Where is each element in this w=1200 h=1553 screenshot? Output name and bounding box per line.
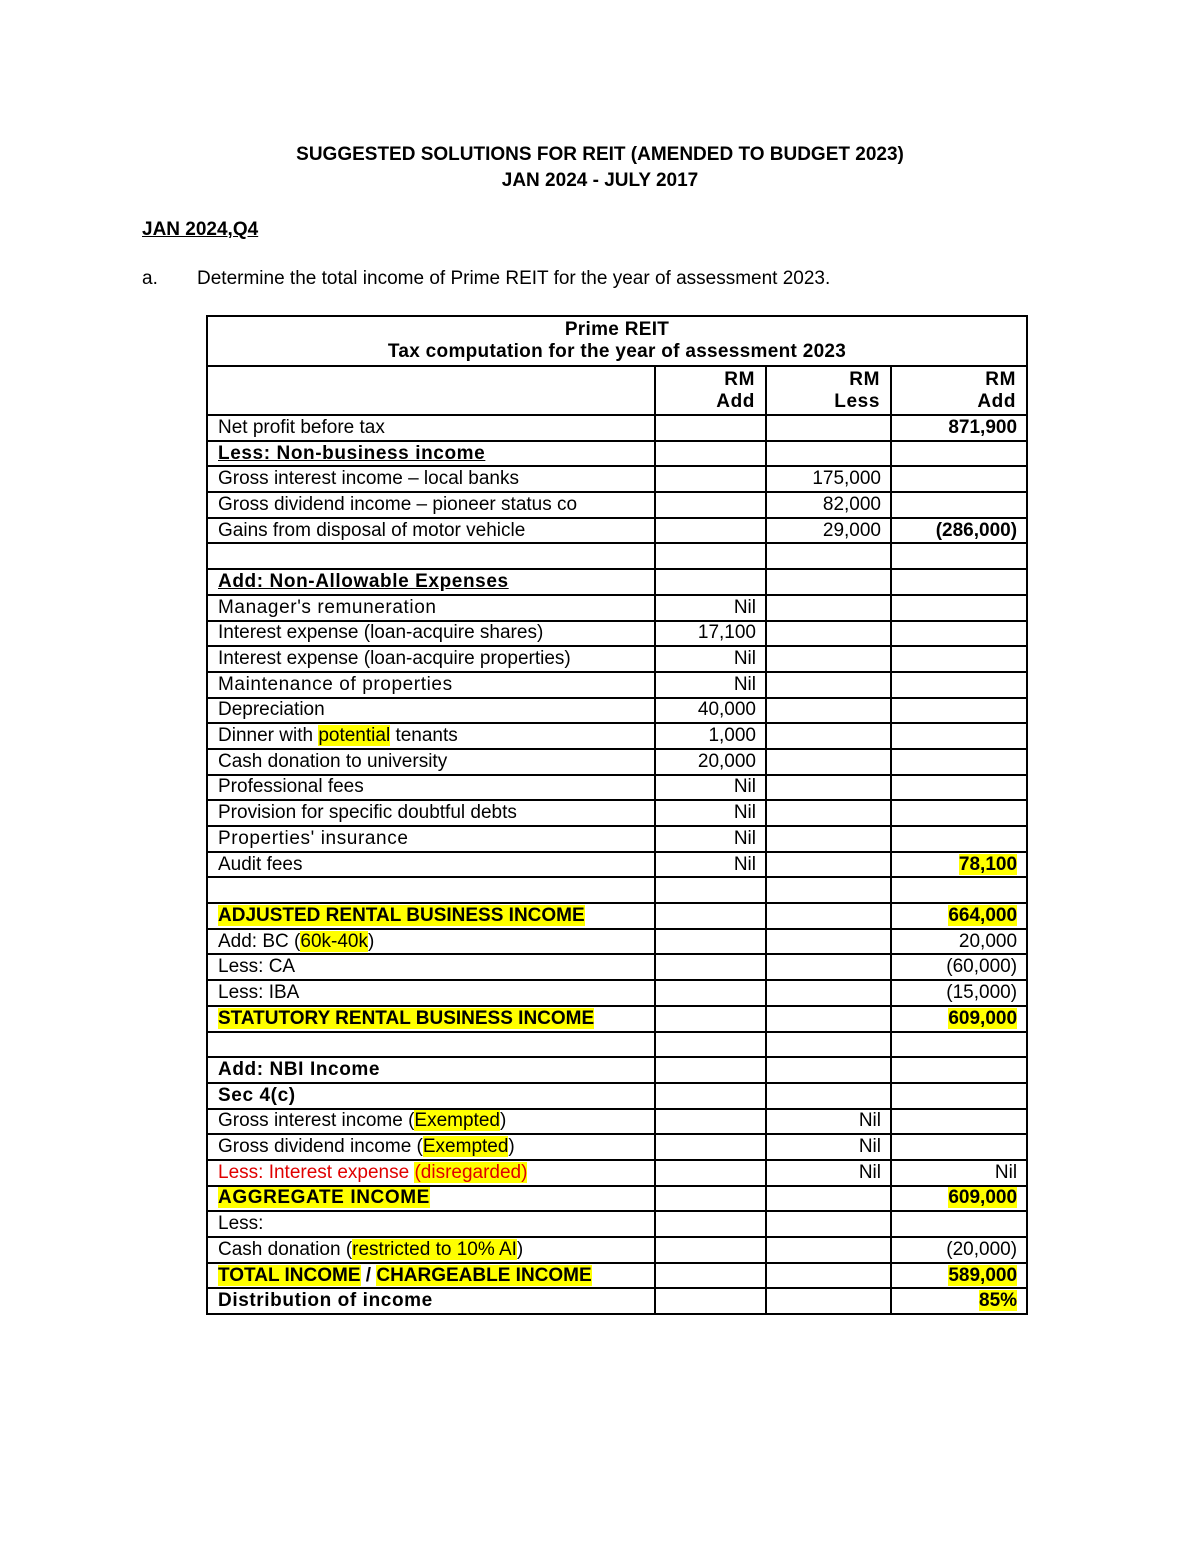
row-value-cell-1 [655, 749, 766, 775]
row-value: (286,000) [935, 519, 1018, 541]
row-label-text-end: ) [367, 930, 375, 952]
row-value-cell-1 [655, 723, 766, 749]
row-value-cell-1 [655, 415, 766, 441]
row-value: Nil [858, 1161, 881, 1183]
row-value-cell-1 [655, 1237, 766, 1263]
row-value-cell-1 [655, 1083, 766, 1109]
row-value-cell-2 [766, 595, 891, 621]
row-value: 40,000 [697, 699, 756, 721]
row-label-cell [207, 1211, 655, 1237]
row-label-text: Manager's remuneration [218, 596, 437, 618]
row-label-cell [207, 852, 655, 878]
row-value-cell-3 [891, 826, 1027, 852]
row-label-text: Add: BC ( [218, 930, 301, 952]
row-value-cell-1 [655, 698, 766, 724]
row-value-cell-3 [891, 1288, 1027, 1314]
row-value-cell-3 [891, 1186, 1027, 1212]
row-label-text: Depreciation [218, 699, 325, 721]
col-header-total: RM Add [891, 366, 1027, 415]
table-row [207, 775, 1027, 801]
row-value-cell-3 [891, 1032, 1027, 1058]
row-label-cell [207, 466, 655, 492]
row-value-cell-1 [655, 800, 766, 826]
row-value: 589,000 [948, 1264, 1018, 1286]
row-label-text: Less: Non-business income [218, 442, 486, 464]
row-label-cell [207, 749, 655, 775]
row-label-cell [207, 1186, 655, 1212]
table-row [207, 980, 1027, 1006]
row-label-cell [207, 441, 655, 467]
row-value-cell-3 [891, 1057, 1027, 1083]
row-value-cell-2 [766, 466, 891, 492]
row-label-text: Dinner with [218, 725, 319, 747]
row-value-cell-2 [766, 800, 891, 826]
row-value: Nil [994, 1161, 1018, 1183]
row-label-text: Less: [218, 1213, 264, 1235]
row-label-cell [207, 1237, 655, 1263]
row-label-cell [207, 698, 655, 724]
row-label-text: ADJUSTED RENTAL BUSINESS INCOME [218, 904, 585, 926]
table-row [207, 1057, 1027, 1083]
row-value-cell-2 [766, 775, 891, 801]
row-label-highlight: restricted to 10% AI [352, 1238, 517, 1260]
row-value: 78,100 [958, 853, 1018, 875]
table-row [207, 800, 1027, 826]
row-value-cell-1 [655, 672, 766, 698]
row-label-text: Properties' insurance [218, 827, 409, 849]
row-label-cell [207, 1288, 655, 1314]
row-label-cell [207, 903, 655, 929]
row-label-text: STATUTORY RENTAL BUSINESS INCOME [218, 1007, 595, 1029]
row-value-cell-3 [891, 569, 1027, 595]
row-value-cell-2 [766, 954, 891, 980]
row-value-cell-2 [766, 1032, 891, 1058]
row-label-text-end: tenants [390, 725, 458, 747]
row-label-text-end: ) [516, 1238, 524, 1260]
row-value-cell-1 [655, 775, 766, 801]
row-value-cell-2 [766, 441, 891, 467]
row-value-cell-2 [766, 1186, 891, 1212]
row-value-cell-3 [891, 621, 1027, 647]
table-row [207, 877, 1027, 903]
table-row [207, 749, 1027, 775]
section-heading: JAN 2024,Q4 [142, 219, 259, 240]
table-row [207, 698, 1027, 724]
row-value-cell-1 [655, 1288, 766, 1314]
table-row [207, 1237, 1027, 1263]
row-label-cell [207, 595, 655, 621]
table-title [207, 316, 1027, 366]
row-value-cell-3 [891, 903, 1027, 929]
row-label-highlight: potential [318, 725, 391, 747]
table-row [207, 1032, 1027, 1058]
row-value-cell-2 [766, 852, 891, 878]
row-value: Nil [858, 1136, 881, 1158]
col-header-less: RM Less [766, 366, 891, 415]
row-value-cell-3 [891, 646, 1027, 672]
table-row [207, 1134, 1027, 1160]
row-value-cell-2 [766, 980, 891, 1006]
table-row [207, 852, 1027, 878]
table-row [207, 569, 1027, 595]
row-value-cell-1 [655, 492, 766, 518]
row-value-cell-2 [766, 1211, 891, 1237]
row-label-text: Gross interest income ( [218, 1110, 415, 1132]
row-value-cell-1 [655, 980, 766, 1006]
row-label-text: Net profit before tax [218, 416, 385, 438]
row-value-cell-1 [655, 543, 766, 569]
row-value-cell-2 [766, 877, 891, 903]
row-value-cell-1 [655, 1109, 766, 1135]
row-value-cell-3 [891, 595, 1027, 621]
row-value-cell-1 [655, 1160, 766, 1186]
row-label-text: Cash donation to university [218, 750, 448, 772]
row-value-cell-3 [891, 518, 1027, 544]
row-value-cell-3 [891, 929, 1027, 955]
row-label-cell [207, 954, 655, 980]
row-value-cell-1 [655, 877, 766, 903]
row-value: 1,000 [708, 725, 756, 747]
row-value: 17,100 [697, 622, 756, 644]
row-label-cell [207, 492, 655, 518]
row-label-text: AGGREGATE INCOME [218, 1187, 430, 1209]
row-label-cell [207, 569, 655, 595]
row-value-cell-1 [655, 1211, 766, 1237]
row-value-cell-3 [891, 672, 1027, 698]
row-value-cell-3 [891, 723, 1027, 749]
row-value: Nil [733, 648, 756, 670]
table-row [207, 415, 1027, 441]
row-value-cell-2 [766, 569, 891, 595]
row-value-cell-1 [655, 1263, 766, 1289]
row-value-cell-2 [766, 1237, 891, 1263]
row-label-text: Add: Non-Allowable Expenses [218, 570, 509, 592]
row-label-highlight: 60k-40k [300, 930, 368, 952]
row-label-text: Less: IBA [218, 981, 300, 1003]
row-value-cell-1 [655, 1186, 766, 1212]
row-value-cell-2 [766, 1083, 891, 1109]
row-label-text: Gains from disposal of motor vehicle [218, 519, 526, 541]
row-label-text: Maintenance of properties [218, 673, 453, 695]
row-value-cell-3 [891, 1211, 1027, 1237]
row-label-highlight: TOTAL INCOME [218, 1264, 361, 1286]
row-value-cell-2 [766, 1288, 891, 1314]
row-value: Nil [733, 827, 756, 849]
row-label-text: Less: Interest expense [218, 1161, 415, 1183]
row-label-cell [207, 415, 655, 441]
row-value-cell-2 [766, 749, 891, 775]
row-value-cell-3 [891, 954, 1027, 980]
row-label-cell [207, 980, 655, 1006]
row-value-cell-2 [766, 646, 891, 672]
row-value-cell-3 [891, 441, 1027, 467]
row-label-highlight: Exempted [422, 1136, 509, 1158]
row-label-cell [207, 1134, 655, 1160]
row-label-text: Interest expense (loan-acquire shares) [218, 622, 544, 644]
row-value: Nil [733, 853, 756, 875]
row-value-cell-1 [655, 1032, 766, 1058]
row-label-cell [207, 621, 655, 647]
table-row [207, 543, 1027, 569]
row-label-cell [207, 1006, 655, 1032]
row-value-cell-3 [891, 1160, 1027, 1186]
row-value-cell-1 [655, 646, 766, 672]
row-label-highlight: CHARGEABLE INCOME [376, 1264, 592, 1286]
row-value-cell-2 [766, 1160, 891, 1186]
row-label-separator: / [360, 1264, 377, 1286]
row-value-cell-2 [766, 1057, 891, 1083]
row-value-cell-2 [766, 903, 891, 929]
row-label-text: Distribution of income [218, 1290, 433, 1312]
row-label-text: Cash donation ( [218, 1238, 353, 1260]
question-text: Determine the total income of Prime REIT for the year of assessment 2023. [197, 268, 831, 289]
row-value-cell-3 [891, 749, 1027, 775]
row-value-cell-2 [766, 1006, 891, 1032]
document-title: SUGGESTED SOLUTIONS FOR REIT (AMENDED TO BUDGET 2023) [296, 144, 904, 165]
row-value-cell-2 [766, 672, 891, 698]
document-subtitle: JAN 2024 - JULY 2017 [501, 170, 699, 191]
header-blank [207, 366, 655, 415]
row-label-text: Professional fees [218, 776, 364, 798]
row-label-highlight: (disregarded) [414, 1161, 528, 1183]
row-label-cell [207, 800, 655, 826]
table-title-name: Prime REIT [564, 319, 670, 340]
row-value-cell-3 [891, 1134, 1027, 1160]
row-value: 871,900 [948, 416, 1018, 438]
table-row [207, 492, 1027, 518]
table-row [207, 1083, 1027, 1109]
table-row [207, 826, 1027, 852]
table-row [207, 723, 1027, 749]
table-row [207, 621, 1027, 647]
row-label-cell [207, 775, 655, 801]
row-label-cell [207, 723, 655, 749]
row-value: 85% [979, 1290, 1018, 1312]
row-value: Nil [733, 673, 756, 695]
row-label-text: Sec 4(c) [218, 1084, 296, 1106]
row-label-highlight: Exempted [414, 1110, 500, 1132]
row-value-cell-2 [766, 492, 891, 518]
row-value-cell-1 [655, 518, 766, 544]
row-label-cell [207, 1109, 655, 1135]
row-label-text: Gross dividend income – pioneer status co [218, 493, 578, 515]
table-row [207, 646, 1027, 672]
row-label-text: Add: NBI Income [218, 1059, 381, 1081]
row-label-text: Less: CA [218, 956, 296, 978]
row-value-cell-3 [891, 543, 1027, 569]
row-value: (15,000) [946, 981, 1018, 1003]
table-row [207, 1186, 1027, 1212]
row-label-cell [207, 826, 655, 852]
row-label-cell [207, 1263, 655, 1289]
row-value: (20,000) [946, 1238, 1018, 1260]
table-row [207, 954, 1027, 980]
row-value-cell-3 [891, 1237, 1027, 1263]
row-value-cell-1 [655, 441, 766, 467]
table-row [207, 595, 1027, 621]
table-row [207, 1109, 1027, 1135]
table-row [207, 441, 1027, 467]
row-value-cell-2 [766, 1263, 891, 1289]
row-value-cell-1 [655, 595, 766, 621]
table-row [207, 1211, 1027, 1237]
row-label-cell [207, 1057, 655, 1083]
row-label-cell [207, 1160, 655, 1186]
row-value-cell-3 [891, 852, 1027, 878]
row-value: 664,000 [948, 904, 1018, 926]
row-value-cell-3 [891, 492, 1027, 518]
row-value: 175,000 [812, 468, 881, 490]
row-value: Nil [733, 776, 756, 798]
row-value-cell-2 [766, 929, 891, 955]
row-value-cell-1 [655, 1057, 766, 1083]
row-label-cell [207, 929, 655, 955]
table-row [207, 1263, 1027, 1289]
row-label-text: Gross dividend income ( [218, 1136, 423, 1158]
table-row [207, 1160, 1027, 1186]
row-value-cell-3 [891, 775, 1027, 801]
row-value-cell-2 [766, 1134, 891, 1160]
row-value-cell-1 [655, 466, 766, 492]
row-value: Nil [858, 1110, 881, 1132]
row-value: Nil [733, 802, 756, 824]
table-row [207, 518, 1027, 544]
row-label-text: Interest expense (loan-acquire properties) [218, 648, 571, 670]
table-row [207, 929, 1027, 955]
row-value-cell-2 [766, 543, 891, 569]
row-value-cell-3 [891, 877, 1027, 903]
row-label-text: Provision for specific doubtful debts [218, 802, 517, 824]
row-value-cell-3 [891, 415, 1027, 441]
row-value: Nil [733, 596, 756, 618]
row-value-cell-2 [766, 621, 891, 647]
row-value-cell-1 [655, 826, 766, 852]
row-label-cell [207, 543, 655, 569]
table-row [207, 672, 1027, 698]
row-value-cell-3 [891, 1006, 1027, 1032]
question-label: a. [142, 268, 158, 289]
row-value: 609,000 [948, 1007, 1018, 1029]
row-label-text: Audit fees [218, 853, 303, 875]
col-header-add: RM Add [655, 366, 766, 415]
table-title-subtitle: Tax computation for the year of assessment 2023 [387, 341, 847, 362]
row-value: 20,000 [697, 750, 756, 772]
row-value: (60,000) [946, 956, 1018, 978]
table-row [207, 466, 1027, 492]
row-value-cell-1 [655, 929, 766, 955]
row-value-cell-3 [891, 980, 1027, 1006]
row-value-cell-2 [766, 698, 891, 724]
row-value: 609,000 [948, 1187, 1018, 1209]
row-label-text-end: ) [499, 1110, 507, 1132]
table-row [207, 1006, 1027, 1032]
table-row [207, 903, 1027, 929]
tax-computation-table [206, 315, 1028, 1315]
row-label-cell [207, 877, 655, 903]
row-value-cell-3 [891, 1083, 1027, 1109]
row-label-text-end: ) [508, 1136, 515, 1158]
row-label-cell [207, 672, 655, 698]
row-value-cell-3 [891, 1109, 1027, 1135]
row-label-cell [207, 518, 655, 544]
row-value: 20,000 [958, 930, 1018, 952]
row-value-cell-1 [655, 621, 766, 647]
row-value-cell-1 [655, 1134, 766, 1160]
row-label-cell [207, 1032, 655, 1058]
row-value-cell-1 [655, 852, 766, 878]
table-row [207, 1288, 1027, 1314]
row-value-cell-3 [891, 800, 1027, 826]
row-value-cell-1 [655, 903, 766, 929]
row-value: 82,000 [822, 493, 881, 515]
row-value-cell-2 [766, 826, 891, 852]
row-value-cell-1 [655, 569, 766, 595]
row-value: 29,000 [822, 519, 881, 541]
row-label-text: Gross interest income – local banks [218, 468, 519, 490]
row-value-cell-3 [891, 1263, 1027, 1289]
row-value-cell-2 [766, 518, 891, 544]
row-value-cell-1 [655, 954, 766, 980]
row-value-cell-2 [766, 415, 891, 441]
row-value-cell-3 [891, 698, 1027, 724]
row-value-cell-2 [766, 1109, 891, 1135]
row-label-cell [207, 1083, 655, 1109]
row-value-cell-3 [891, 466, 1027, 492]
row-value-cell-1 [655, 1006, 766, 1032]
row-label-cell [207, 646, 655, 672]
row-value-cell-2 [766, 723, 891, 749]
